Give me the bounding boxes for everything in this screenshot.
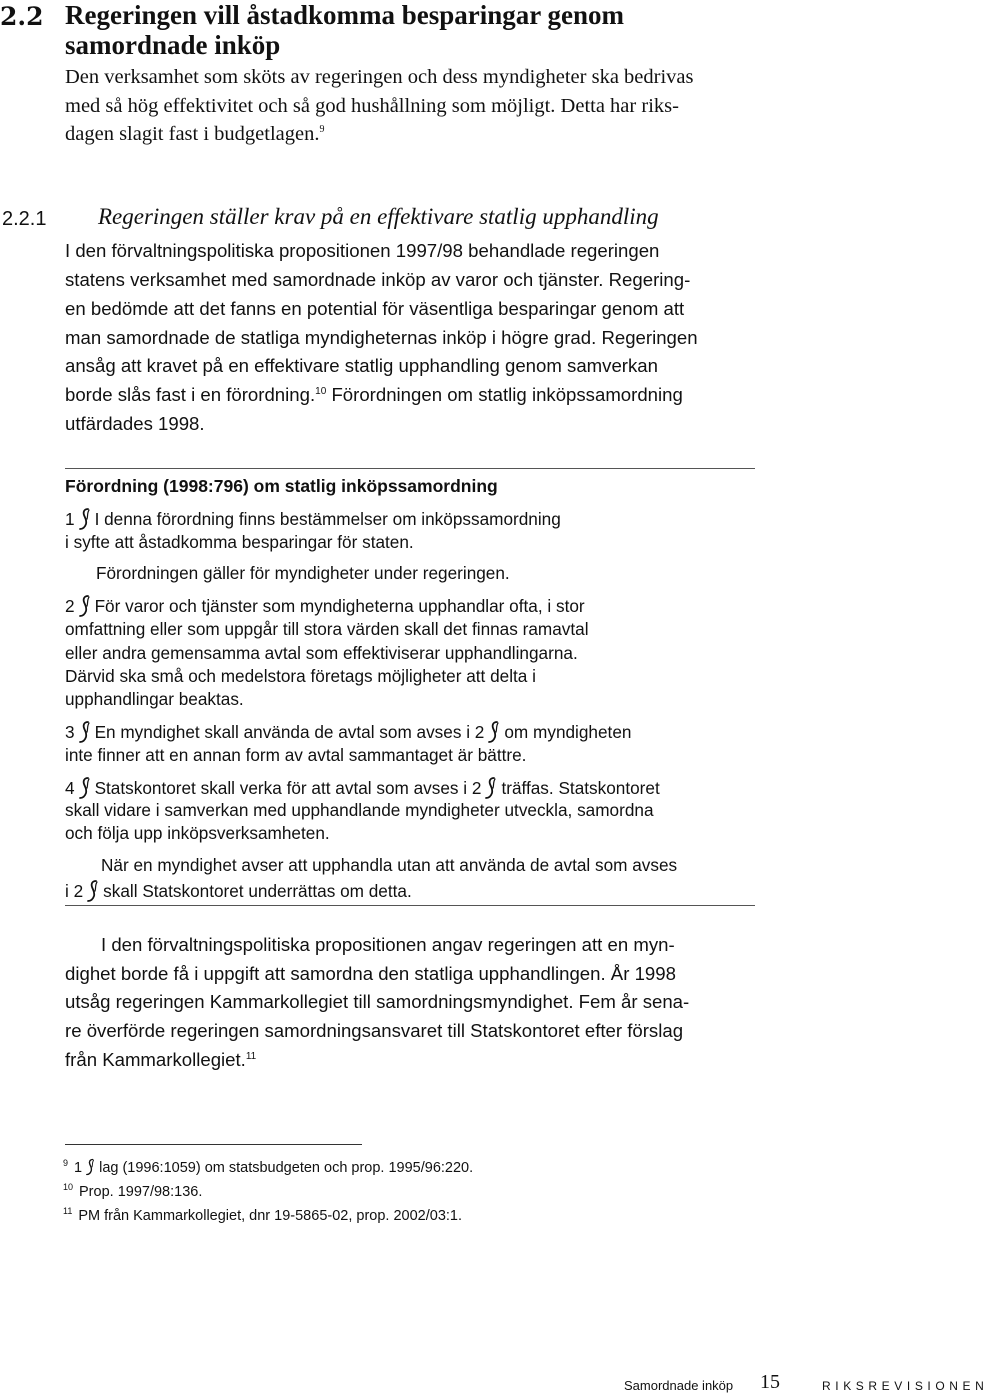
- paragraph-sign-icon: [78, 776, 92, 800]
- law-line: och följa upp inköpsverksamheten.: [65, 823, 330, 843]
- subsection-title: Regeringen ställer krav på en effektivare statlig upphandling: [98, 204, 659, 229]
- intro-paragraph: [65, 63, 765, 149]
- law-line: upphandlingar beaktas.: [65, 689, 244, 709]
- body-line: utfärdades 1998.: [65, 413, 205, 434]
- law-section-2: 2 För varor och tjänster som myndigheterna upphandlar ofta, i stor: [65, 596, 585, 616]
- section-title: Regeringen vill åstadkomma besparingar genom samordnade inköp: [65, 0, 624, 60]
- body-line: en bedömde att det fanns en potential för väsentliga besparingar genom att: [65, 298, 685, 319]
- law-line: eller andra gemensamma avtal som effektiviserar upphandlingarna.: [65, 643, 578, 663]
- body-line: man samordnade de statliga myndigheternas inköp i högre grad. Regeringen: [65, 327, 698, 348]
- intro-line: Den verksamhet som sköts av regeringen och dess myndigheter ska bedrivas: [65, 66, 694, 88]
- closing-line: från Kammarkollegiet.$^{11}$: [65, 1049, 257, 1070]
- paragraph-sign-icon: [484, 776, 498, 800]
- footnote-ref-9: 9: [319, 124, 325, 136]
- law-line: i syfte att åstadkomma besparingar för staten.: [65, 532, 414, 552]
- body-line: borde slås fast i en förordning.$^{10}$ Förordningen om statlig inköpssamordning: [65, 384, 683, 405]
- body-line: ansåg att kravet på en effektivare statlig upphandling genom samverkan: [65, 355, 658, 376]
- body-line: statens verksamhet med samordnade inköp av varor och tjänster. Regering-: [65, 269, 691, 290]
- subsection-number: 2.2.1: [2, 208, 47, 230]
- law-section-1: 1 I denna förordning finns bestämmelser om inköpssamordning: [65, 509, 561, 529]
- footnote-11: $^{11}$ PM från Kammarkollegiet, dnr 19-5865-02, prop. 2002/03:1.: [63, 1206, 463, 1224]
- paragraph-sign-icon: [86, 879, 100, 903]
- law-line: i 2 skall Statskontoret underrättas om detta.: [65, 881, 412, 901]
- law-box-top-rule: [65, 468, 755, 469]
- footnote-ref-11: 11: [245, 1050, 257, 1062]
- paragraph-sign-icon: [78, 720, 92, 744]
- law-line: skall vidare i samverkan med upphandlande myndigheter utveckla, samordna: [65, 800, 654, 820]
- law-section-4: 4 Statskontoret skall verka för att avtal som avses i 2 träffas. Statskontoret: [65, 778, 660, 798]
- body-line: I den förvaltningspolitiska propositionen 1997/98 behandlade regeringen: [65, 240, 660, 261]
- law-line: Därvid ska små och medelstora företags möjligheter att delta i: [65, 666, 536, 686]
- page-number: 15: [760, 1371, 780, 1393]
- footnote-ref-10: 10: [315, 385, 327, 397]
- closing-line: re överförde regeringen samordningsansvaret till Statskontoret efter förslag: [65, 1020, 684, 1041]
- intro-line: dagen slagit fast i budgetlagen.$^9$: [65, 123, 325, 145]
- paragraph-sign-icon: [487, 720, 501, 744]
- closing-line: dighet borde få i uppgift att samordna den statliga upphandlingen. År 1998: [65, 963, 676, 984]
- paragraph-sign-icon: [78, 594, 92, 618]
- paragraph-sign-icon: [78, 507, 92, 531]
- footnote-9: $^9$ 1 lag (1996:1059) om statsbudgeten och prop. 1995/96:220.: [63, 1158, 474, 1176]
- footnote-10: $^{10}$ Prop. 1997/98:136.: [63, 1182, 203, 1200]
- law-line: omfattning eller som uppgår till stora värden skall det finnas ramavtal: [65, 619, 589, 639]
- closing-line: utsåg regeringen Kammarkollegiet till samordningsmyndighet. Fem år sena-: [65, 991, 690, 1012]
- closing-line: I den förvaltningspolitiska propositionen angav regeringen att en myn-: [101, 934, 675, 955]
- law-title: Förordning (1998:796) om statlig inköpssamordning: [65, 476, 498, 496]
- law-box-bottom-rule: [65, 905, 755, 906]
- section-number: 2.2: [0, 2, 44, 31]
- law-line: När en myndighet avser att upphandla utan att använda de avtal som avses: [101, 855, 678, 875]
- footer-org: RIKSREVISIONEN: [822, 1379, 988, 1393]
- law-line: Förordningen gäller för myndigheter under regeringen.: [96, 563, 510, 583]
- intro-line: med så hög effektivitet och så god hushållning som möjligt. Detta har riks-: [65, 94, 679, 117]
- footer-title: Samordnade inköp: [624, 1378, 734, 1393]
- footnote-rule: [65, 1144, 362, 1145]
- law-section-3: 3 En myndighet skall använda de avtal som avses i 2 om myndigheten: [65, 722, 632, 742]
- paragraph-sign-icon: [85, 1158, 96, 1176]
- law-line: inte finner att en annan form av avtal sammantaget är bättre.: [65, 745, 527, 765]
